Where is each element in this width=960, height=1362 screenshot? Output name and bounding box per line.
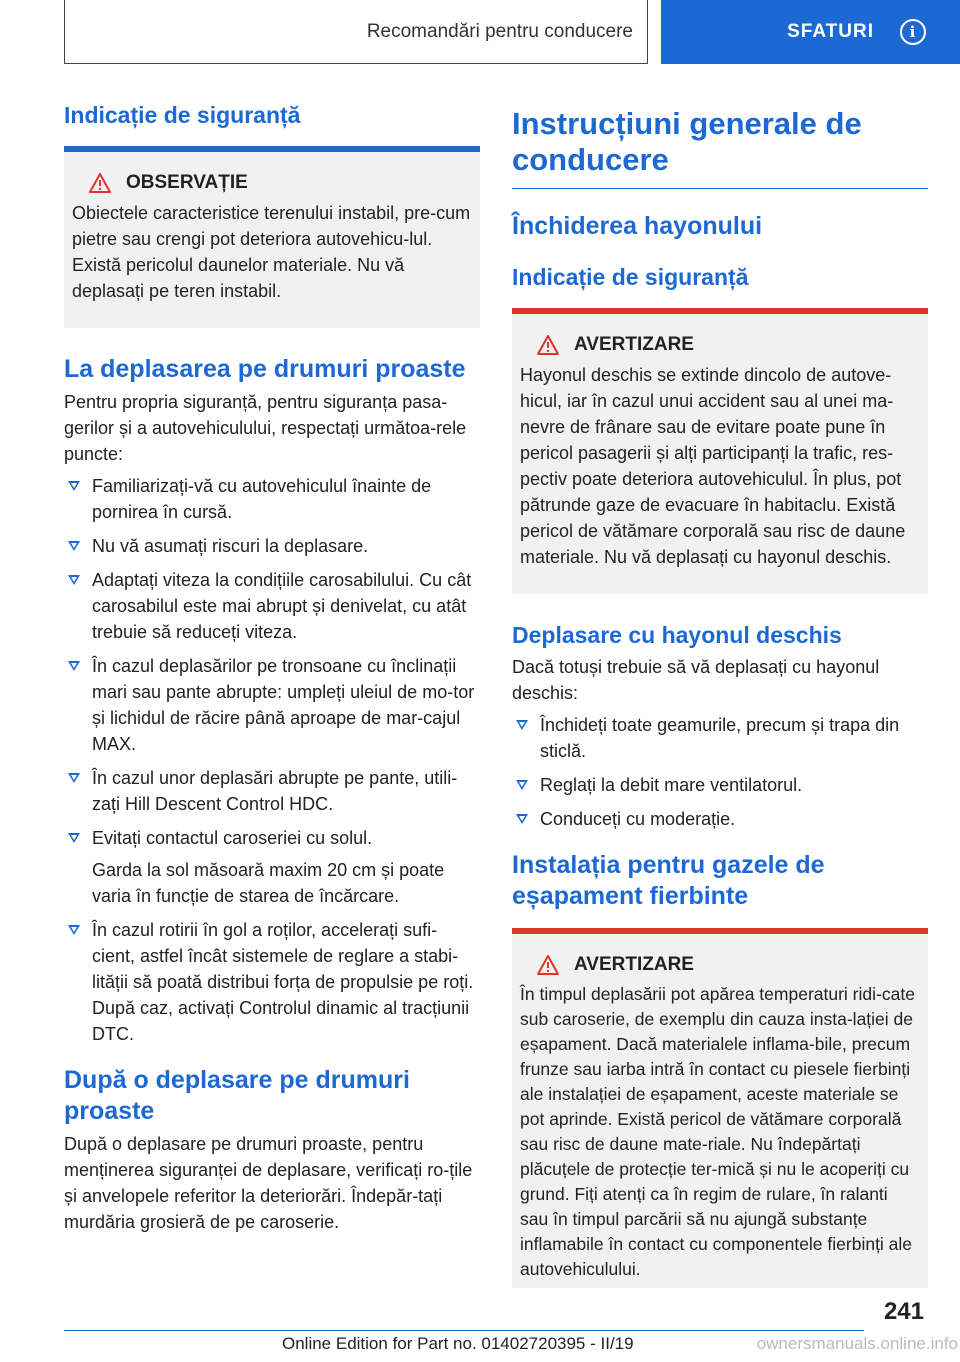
right-column bbox=[512, 100, 928, 1288]
warning-triangle-icon bbox=[536, 334, 560, 356]
list-item-text: În cazul rotirii în gol a roților, accelerați sufi-cient, astfel încât sistemele de reglare a stabi-lității să poată distribui forța de propulsie pe roți. După caz, activați Controlul dinamic al tracțiunii DTC. bbox=[92, 920, 474, 1044]
bullet-triangle-icon bbox=[68, 575, 80, 585]
warning-box-tailgate bbox=[512, 314, 928, 594]
warning-text-tailgate: Hayonul deschis se extinde dincolo de autove-hicul, iar în cazul unui accident sau al unei ma-nevre de frânare sau de evitare poate pune în pericol pasagerii și alți participanți la trafic, res-pectiv poate deteriora autovehiculul. În plus, pot pătrunde gaze de evacuare în habitaclu. Există pericol de vătămare corporală sau risc de daune materiale. Nu vă deplasați cu hayonul deschis. bbox=[520, 365, 906, 567]
notice-header bbox=[72, 172, 472, 194]
list-item bbox=[64, 567, 480, 645]
bullet-triangle-icon bbox=[516, 720, 528, 730]
open-tailgate-list bbox=[512, 712, 928, 832]
page-number: 241 bbox=[883, 1298, 924, 1325]
watermark-text: ownersmanuals.online.info bbox=[756, 1334, 958, 1353]
bullet-triangle-icon bbox=[68, 925, 80, 935]
left-heading-bad-roads: La deplasarea pe drumuri proaste bbox=[64, 355, 466, 383]
list-item bbox=[64, 533, 480, 559]
warning-box-exhaust bbox=[512, 934, 928, 1288]
list-item-text: Nu vă asumați riscuri la deplasare. bbox=[92, 536, 369, 556]
warning-label: AVERTIZARE bbox=[574, 954, 694, 975]
bullet-triangle-icon bbox=[516, 814, 528, 824]
warning-text-exhaust: În timpul deplasării pot apărea temperaturi ridi-cate sub caroserie, de exemplu din cauza insta-lației de eșapament. Dacă materialele inflama-bile, precum frunze sau iarba intră în contact cu piesele fierbinți ale instalației de eșapament, aceste materiale se pot aprinde. Există pericol de vătămare corporală sau risc de daune mate-riale. Nu îndepărtați plăcuțele de protecție ter-mică și nu le acoperiți cu grund. Fiți atenți ca în regim de rulare, în ralanti sau în timpul parcării să nu ajungă substanțe inflamabile în contact cu componentele fierbinți ale autovehiculului. bbox=[520, 984, 915, 1279]
left-heading-safety: Indicație de siguranță bbox=[64, 102, 301, 128]
list-item bbox=[64, 917, 480, 1047]
bullet-triangle-icon bbox=[68, 773, 80, 783]
notice-text: Obiectele caracteristice terenului instabil, pre-cum pietre sau crengi pot deteriora autovehicu-lul. Există pericolul daunelor materiale. Nu vă deplasați pe teren instabil. bbox=[72, 203, 471, 301]
right-heading-general: Instrucțiuni generale de conducere bbox=[512, 106, 862, 177]
warning-header bbox=[520, 334, 920, 356]
list-item bbox=[512, 712, 928, 764]
warning-triangle-icon bbox=[536, 954, 560, 976]
list-item-text: Familiarizați-vă cu autovehiculul înainte de pornirea în cursă. bbox=[92, 476, 432, 522]
after-bad-roads-text: După o deplasare pe drumuri proaste, pentru menținerea siguranței de deplasare, verificați ro-țile și anvelopele referitor la deteriorări. Îndepăr-tați murdăria grosieră de pe caroserie. bbox=[64, 1134, 473, 1232]
left-column bbox=[64, 100, 480, 1235]
notice-box bbox=[64, 152, 480, 328]
right-heading-safety: Indicație de siguranță bbox=[512, 264, 749, 290]
info-icon: i bbox=[900, 19, 926, 45]
edition-text: Online Edition for Part no. 01402720395 - II/19 bbox=[282, 1334, 634, 1353]
header-chapter-tab[interactable] bbox=[661, 0, 960, 64]
list-item bbox=[64, 765, 480, 817]
footer-rule bbox=[64, 1330, 864, 1331]
ground-clearance-note: Garda la sol măsoară maxim 20 cm și poate varia în funcție de starea de încărcare. bbox=[92, 860, 445, 906]
header-section-title: Recomandări pentru conducere bbox=[366, 20, 633, 42]
header-chapter-title: SFATURI bbox=[787, 21, 874, 42]
warning-label: AVERTIZARE bbox=[574, 334, 694, 355]
list-item-text: În cazul deplasărilor pe tronsoane cu înclinații mari sau pante abrupte: umpleți uleiul de mo-tor și lichidul de răcire până aproape de mar-cajul MAX. bbox=[92, 656, 475, 754]
header-section bbox=[64, 0, 648, 64]
list-item-text: Conduceți cu moderație. bbox=[540, 809, 736, 829]
list-item bbox=[64, 653, 480, 757]
list-item bbox=[512, 772, 928, 798]
open-tailgate-intro: Dacă totuși trebuie să vă deplasați cu hayonul deschis: bbox=[512, 657, 880, 703]
list-item bbox=[64, 473, 480, 525]
notice-label: OBSERVAȚIE bbox=[126, 172, 248, 193]
list-item-text: În cazul unor deplasări abrupte pe pante, utili-zați Hill Descent Control HDC. bbox=[92, 768, 458, 814]
bullet-triangle-icon bbox=[68, 661, 80, 671]
warning-triangle-icon bbox=[88, 172, 112, 194]
right-heading-tailgate: Închiderea hayonului bbox=[512, 212, 763, 240]
list-item-text: Închideți toate geamurile, precum și trapa din sticlă. bbox=[540, 715, 900, 761]
list-item-text: Evitați contactul caroseriei cu solul. bbox=[92, 828, 373, 848]
heading-rule bbox=[512, 188, 928, 189]
left-heading-after-bad-roads: După o deplasare pe drumuri proaste bbox=[64, 1066, 410, 1125]
list-item-text: Reglați la debit mare ventilatorul. bbox=[540, 775, 803, 795]
warning-header bbox=[520, 954, 920, 976]
bad-roads-list-cont bbox=[64, 917, 480, 1047]
right-heading-exhaust: Instalația pentru gazele de eșapament fierbinte bbox=[512, 851, 825, 910]
list-item bbox=[64, 825, 480, 851]
list-item bbox=[512, 806, 928, 832]
bad-roads-list bbox=[64, 473, 480, 851]
right-heading-open-tailgate: Deplasare cu hayonul deschis bbox=[512, 622, 842, 648]
bullet-triangle-icon bbox=[68, 541, 80, 551]
list-item-text: Adaptați viteza la condițiile carosabilului. Cu cât carosabilul este mai abrupt și denivelat, cu atât trebuie să reduceți viteza. bbox=[92, 570, 472, 642]
bullet-triangle-icon bbox=[68, 481, 80, 491]
bullet-triangle-icon bbox=[68, 833, 80, 843]
bad-roads-intro: Pentru propria siguranță, pentru siguranța pasa-gerilor și a autovehiculului, respectați următoa-rele puncte: bbox=[64, 392, 467, 464]
bullet-triangle-icon bbox=[516, 780, 528, 790]
